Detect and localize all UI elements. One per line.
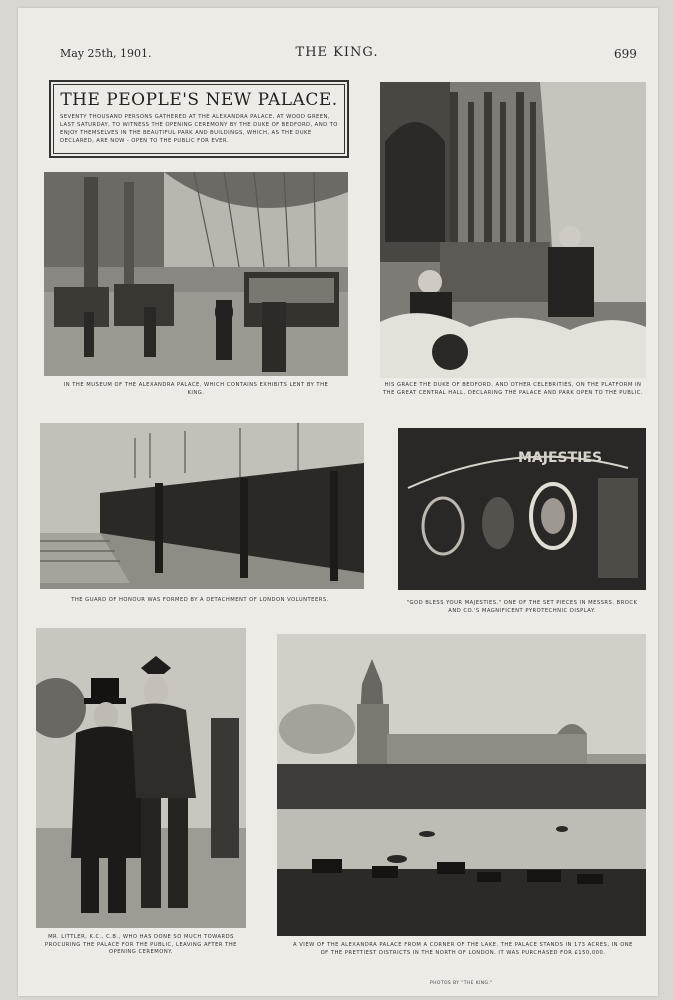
photo-credit: PHOTOS BY "THE KING.": [430, 981, 493, 986]
littler-caption: MR. LITTLER, K.C., C.B., WHO HAS DONE SO MUCH TOWARDS PROCURING THE PALACE FOR THE PUBLIC, LEAVING AFTER THE OPENING CEREMONY.: [45, 934, 237, 955]
duke-caption: HIS GRACE THE DUKE OF BEDFORD, AND OTHER CELEBRITIES, ON THE PLATFORM IN THE GREAT CENTRAL HALL, DECLARING THE PALACE AND PARK OPEN TO THE PUBLIC.: [383, 382, 643, 396]
lake-caption: A VIEW OF THE ALEXANDRA PALACE FROM A CORNER OF THE LAKE. THE PALACE STANDS IN 173 ACRES, IN ONE OF THE PRETTIEST DISTRICTS IN THE NORTH OF LONDON. IT WAS PURCHASED FOR £150,000.: [293, 942, 633, 956]
firework-text: MAJESTIES: [518, 450, 603, 466]
article-title: THE PEOPLE'S NEW PALACE.: [60, 90, 338, 110]
publication-title: THE KING.: [295, 45, 379, 60]
duke-platform-photo: [380, 82, 646, 378]
littler-photo: [36, 628, 246, 928]
issue-date: May 25th, 1901.: [60, 47, 152, 60]
article-title-box: [49, 80, 349, 158]
page-number: 699: [614, 47, 637, 61]
fireworks-photo: [398, 428, 646, 590]
guard-of-honour-photo: [40, 423, 364, 589]
lake-view-photo: [277, 634, 646, 936]
fireworks-caption: "GOD BLESS YOUR MAJESTIES." ONE OF THE SET PIECES IN MESSRS. BROCK AND CO.'S MAGNIFICENT PYROTECHNIC DISPLAY.: [406, 600, 638, 614]
museum-photo: [44, 172, 348, 376]
article-intro: SEVENTY THOUSAND PERSONS GATHERED AT THE ALEXANDRA PALACE, AT WOOD GREEN, LAST SATURDAY, TO WITNESS THE OPENING CEREMONY BY THE DUKE OF BEDFORD, AND TO ENJOY THEMSELVES IN THE BEAUTIFUL PARK AND BUILDINGS, WHICH, AS THE DUKE DECLARED, ARE NOW - OPEN TO THE PUBLIC FOR EVER.: [60, 114, 338, 144]
museum-caption: IN THE MUSEUM OF THE ALEXANDRA PALACE, WHICH CONTAINS EXHIBITS LENT BY THE KING.: [63, 382, 329, 396]
guard-caption: THE GUARD OF HONOUR WAS FORMED BY A DETACHMENT OF LONDON VOLUNTEERS.: [71, 597, 329, 603]
